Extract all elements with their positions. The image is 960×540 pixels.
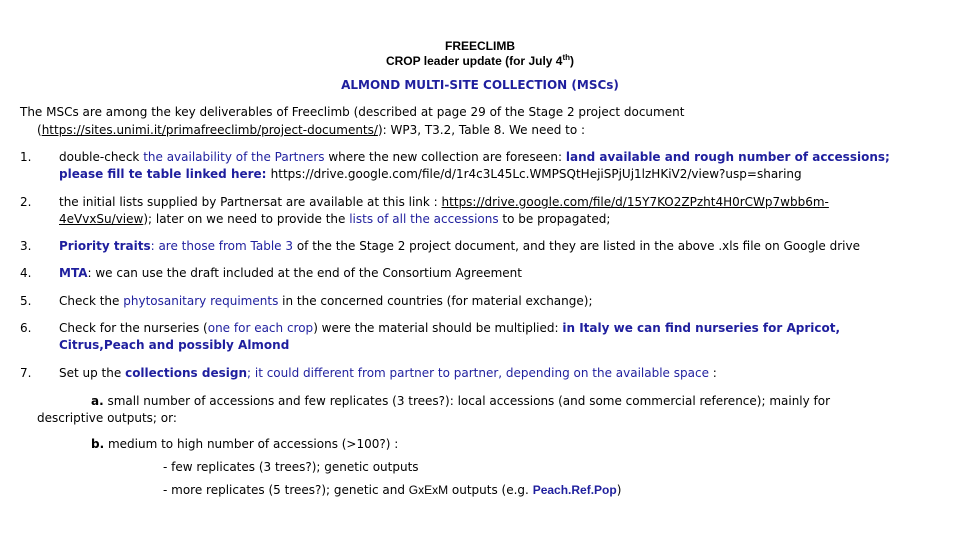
item-number-1: 1. xyxy=(20,150,32,164)
item-1-text-d: land available and rough number of accessions; xyxy=(565,150,890,164)
document-title: FREECLIMB xyxy=(445,39,515,53)
item-number-4: 4. xyxy=(20,266,32,280)
item-6-text-b: one for each crop xyxy=(207,321,314,335)
intro-paren: ( xyxy=(37,123,42,137)
option-b-text-e: ) xyxy=(616,483,622,497)
item-number-6: 6. xyxy=(20,321,32,335)
item-5-text-a: Check the xyxy=(59,294,124,308)
initial-lists-link[interactable]: https://drive.google.com/file/d/15Y7KO2ZPzht4H0rCWp7wbb6m- xyxy=(441,195,829,209)
option-a-text: small number of accessions and few replicates (3 trees?): local accessions (and some commercial reference); mainly for xyxy=(103,394,831,408)
item-1-text-c: where the new collection are foreseen: xyxy=(324,150,566,164)
subtitle-superscript: th xyxy=(562,53,571,62)
subtitle-text: CROP leader update (for July 4 xyxy=(385,54,563,68)
item-5-line-1 xyxy=(59,294,593,309)
item-6-text-c: ) were the material should be multiplied: xyxy=(313,321,563,335)
item-3-line-1 xyxy=(59,239,860,254)
project-documents-link[interactable]: https://sites.unimi.it/primafreeclimb/project-documents/ xyxy=(41,123,378,137)
item-3-text-c: Table 3 xyxy=(250,239,293,253)
item-1-line-1 xyxy=(59,150,890,165)
section-title: ALMOND MULTI-SITE COLLECTION (MSCs) xyxy=(341,78,619,92)
item-3-text-a: Priority traits xyxy=(59,239,151,253)
item-2-text-b: ); later on we need to provide the xyxy=(143,212,350,226)
item-5-text-b: phytosanitary requiments xyxy=(123,294,279,308)
item-6-line-2 xyxy=(59,338,289,353)
item-2-line-2 xyxy=(59,212,610,227)
item-number-7: 7. xyxy=(20,366,32,380)
item-6-text-d: in Italy we can find nurseries for Apricot, xyxy=(562,321,841,335)
item-2-text-c: lists of all the accessions xyxy=(349,212,499,226)
item-1-text-b: the availability of the Partners xyxy=(143,150,325,164)
item-2-text-a: the initial lists supplied by Partnersat are available at this link : xyxy=(59,195,442,209)
item-3-text-b: : are those from xyxy=(150,239,251,253)
item-2-text-d: to be propagated; xyxy=(498,212,611,226)
option-a-line-1 xyxy=(91,394,830,409)
item-7-text-c: ; it could different from partner to partner, depending on the available space xyxy=(247,366,709,380)
item-number-5: 5. xyxy=(20,294,32,308)
option-b-text: medium to high number of accessions (>100?) : xyxy=(104,437,399,451)
item-7-text-b: collections design xyxy=(125,366,247,380)
item-3-text-d: of the the Stage 2 project document, and they are listed in the above .xls file on Google drive xyxy=(293,239,860,253)
item-6-text-a: Check for the nurseries ( xyxy=(59,321,208,335)
item-4-line-1 xyxy=(59,266,522,281)
option-b-peach-ref-pop: Peach.Ref.Pop xyxy=(532,483,617,497)
item-5-text-c: in the concerned countries (for material exchange); xyxy=(278,294,593,308)
item-7-line-1 xyxy=(59,366,717,381)
option-a-label: a. xyxy=(91,394,104,408)
option-b-line-1 xyxy=(91,437,398,452)
document-subtitle xyxy=(0,54,960,68)
item-1-text-e: please fill te table linked here: xyxy=(59,167,271,181)
item-1-line-2 xyxy=(59,167,802,182)
intro-tail: ): WP3, T3.2, Table 8. We need to : xyxy=(377,123,586,137)
option-b-gxexm: GxExM xyxy=(408,483,449,497)
option-b-text-a: - more replicates (5 trees?); genetic and xyxy=(163,483,409,497)
intro-line-1: The MSCs are among the key deliverables of Freeclimb (described at page 29 of the Stage 2 project document xyxy=(20,105,685,119)
item-6-text-e: Citrus,Peach and possibly Almond xyxy=(59,338,290,352)
item-2-line-1 xyxy=(59,195,829,210)
item-number-3: 3. xyxy=(20,239,32,253)
item-6-line-1 xyxy=(59,321,840,336)
initial-lists-link-cont[interactable]: 4eVvxSu/view xyxy=(59,212,144,226)
item-4-text-a: MTA xyxy=(59,266,88,280)
option-b-line-3 xyxy=(163,483,621,498)
subtitle-close: ) xyxy=(570,54,575,68)
option-b-text-c: outputs (e.g. xyxy=(448,483,533,497)
item-7-text-d: : xyxy=(708,366,717,380)
option-b-label: b. xyxy=(91,437,105,451)
item-4-text-b: : we can use the draft included at the end of the Consortium Agreement xyxy=(87,266,522,280)
intro-line-2 xyxy=(37,123,585,138)
item-number-2: 2. xyxy=(20,195,32,209)
item-7-text-a: Set up the xyxy=(59,366,126,380)
availability-sheet-link[interactable]: https://drive.google.com/file/d/1r4c3L45Lc.WMPSQtHejiSPjUj1lzHKiV2/view?usp=sharing xyxy=(270,167,802,181)
option-b-line-2: - few replicates (3 trees?); genetic outputs xyxy=(163,460,419,474)
item-1-text-a: double-check xyxy=(59,150,144,164)
option-a-line-2: descriptive outputs; or: xyxy=(37,411,177,425)
